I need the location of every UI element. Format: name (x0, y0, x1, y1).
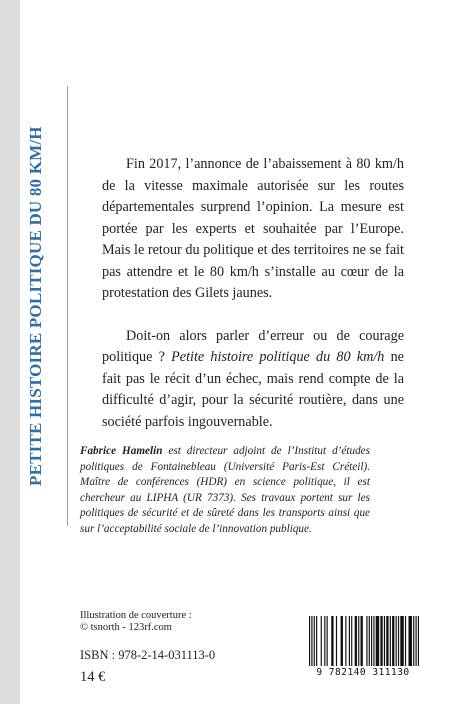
author-name: Fabrice Hamelin (80, 445, 163, 457)
author-bio-text: est directeur adjoint de l’Institut d’études politiques de Fontainebleau (Université Paris-Est Créteil). Maître de conférences (HDR) en science politique, il est chercheur au LIPHA (UR 7373). Ses travaux portent sur les politiques de sécurité et de sûreté dans les transports ainsi que sur l’acceptabilité sociale de l’innovation publique. (80, 445, 370, 535)
blurb-book-title: Petite histoire politique du 80 km/h (171, 349, 385, 365)
blurb (102, 154, 404, 454)
spine-edge (0, 0, 20, 704)
isbn: ISBN : 978-2-14-031113-0 (80, 648, 216, 662)
credits-line-1: Illustration de couverture : (80, 610, 192, 621)
author-bio (80, 444, 370, 537)
credits-line-2: © tsnorth - 123rf.com (80, 622, 172, 633)
blurb-paragraph-1: Fin 2017, l’annonce de l’abaissement à 80 km/h de la vitesse maximale autorisée sur les routes départementales surprend l’opinion. La mesure est portée par les experts et souhaitée par l’Europe. Mais le retour du politique et des territoires ne se fait pas attendre et le 80 km/h s’installe au cœur de la protestation des Gilets jaunes. (102, 156, 404, 301)
cover-credits (80, 610, 192, 634)
blurb-p2-start: Doit-on alors parler d’erreur ou de courage politique ? (102, 327, 404, 365)
blurb-p2-end: ne fait pas le récit d’un échec, mais rend compte de la difficulté d’agir, pour la sécurité routière, dans une société parfois ingouvernable. (102, 349, 404, 430)
vertical-divider (67, 86, 68, 526)
blurb-paragraph-2 (102, 326, 404, 434)
barcode-icon (307, 616, 421, 668)
barcode-box (301, 612, 425, 684)
spine-title: PETITE HISTOIRE POLITIQUE DU 80 KM/H (26, 126, 45, 486)
barcode-number: 9 782140 311130 (316, 667, 410, 678)
price: 14 € (80, 669, 106, 685)
